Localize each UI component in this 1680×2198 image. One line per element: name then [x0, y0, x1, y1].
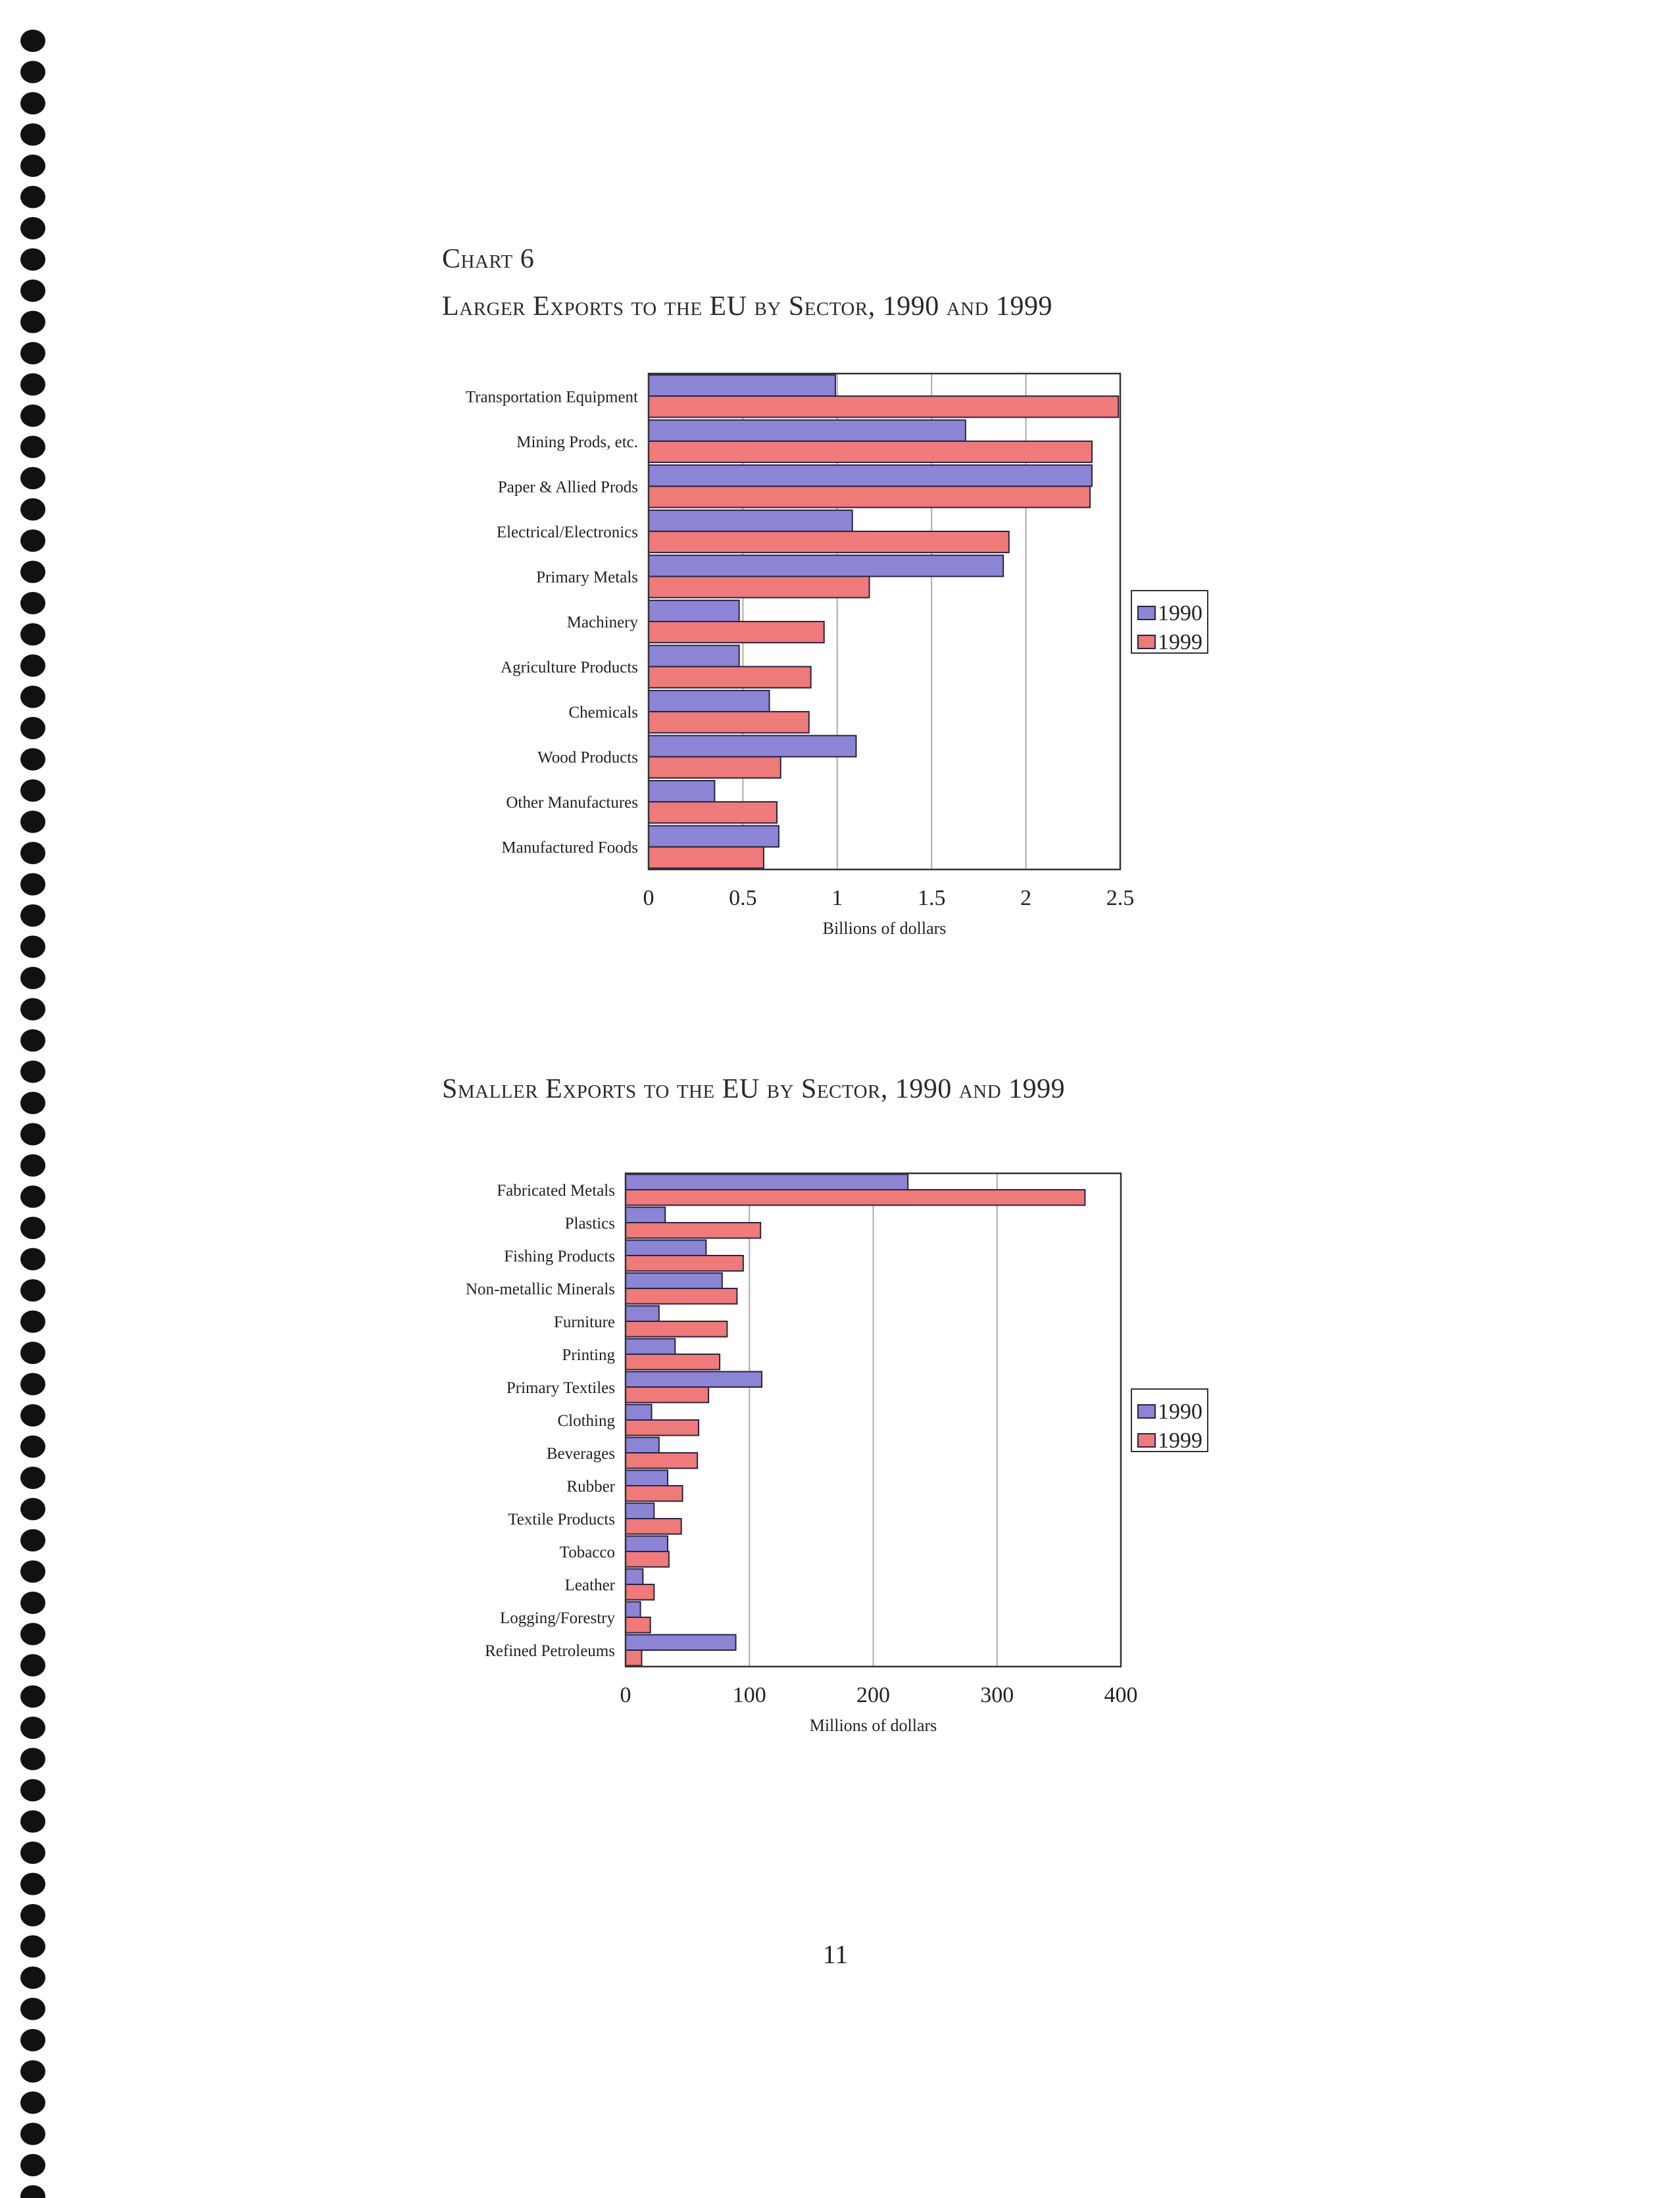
small-chart-title: Smaller Exports to the EU by Sector, 1990 and 1999 [442, 1074, 1066, 1104]
bar-1990-tobacco [626, 1536, 668, 1552]
legend [1131, 1389, 1208, 1453]
category-label: Agriculture Products [501, 658, 638, 677]
x-tick-label: 100 [732, 1683, 766, 1707]
bar-1999-tobacco [626, 1551, 669, 1567]
bar-1990-logging-forestry [626, 1602, 641, 1618]
bar-1990-fishing-products [626, 1240, 706, 1256]
legend-label-1999: 1999 [1158, 630, 1202, 654]
x-tick-label: 1 [831, 886, 843, 910]
bar-1999-furniture [626, 1321, 727, 1337]
x-tick-label: 0.5 [729, 886, 757, 910]
bar-1999-beverages [626, 1453, 697, 1469]
large-chart-title: Larger Exports to the EU by Sector, 1990 and 1999 [442, 291, 1053, 322]
x-tick-label: 300 [980, 1683, 1014, 1707]
category-label: Furniture [553, 1313, 615, 1331]
x-tick-label: 2.5 [1106, 886, 1135, 910]
category-label: Fishing Products [504, 1248, 615, 1265]
plot-area [466, 1173, 1138, 1735]
binding-hole [20, 2186, 45, 2198]
bar-1990-leather [626, 1569, 643, 1585]
bar-1999-textile-products [626, 1519, 681, 1534]
bar-1990-fabricated-metals [626, 1175, 908, 1190]
bar-1999-rubber [626, 1486, 683, 1502]
category-label: Printing [562, 1346, 615, 1364]
category-label: Paper & Allied Prods [497, 478, 638, 497]
category-label: Machinery [566, 614, 638, 631]
binding-hole [20, 2029, 45, 2051]
bar-1999-printing [626, 1354, 720, 1370]
bar-1990-printing [626, 1339, 675, 1355]
bar-1990-textile-products [626, 1503, 654, 1519]
category-label: Fabricated Metals [497, 1182, 615, 1200]
category-label: Refined Petroleums [485, 1642, 615, 1660]
bar-1999-logging-forestry [626, 1617, 651, 1633]
bar-1990-non-metallic-minerals [626, 1273, 722, 1289]
category-label: Chemicals [568, 704, 638, 722]
category-label: Tobacco [559, 1544, 615, 1561]
x-tick-label: 1.5 [917, 886, 946, 910]
binding-hole [20, 1779, 45, 1801]
binding-hole [20, 2123, 45, 2145]
binding-hole [20, 2061, 45, 2083]
legend-swatch-1999 [1138, 1434, 1155, 1447]
category-label: Other Manufactures [506, 794, 638, 812]
chart-label: Chart 6 [442, 244, 535, 274]
bar-1999-non-metallic-minerals [626, 1288, 737, 1304]
bar-1999-plastics [626, 1223, 760, 1238]
category-label: Primary Metals [536, 568, 638, 587]
bar-1999-fabricated-metals [626, 1190, 1085, 1206]
bar-1990-beverages [626, 1438, 659, 1453]
bar-1999-fishing-products [626, 1256, 743, 1271]
legend-label-1999: 1999 [1158, 1429, 1202, 1453]
category-label: Logging/Forestry [500, 1609, 615, 1627]
bar-1990-rubber [626, 1471, 668, 1486]
bar-1990-primary-textiles [626, 1372, 762, 1388]
binding-hole [20, 1904, 45, 1926]
category-label: Manufactured Foods [501, 839, 638, 857]
x-tick-label: 0 [643, 886, 655, 910]
category-label: Mining Prods, etc. [516, 433, 638, 451]
x-tick-label: 0 [620, 1683, 631, 1707]
category-label: Leather [564, 1576, 615, 1594]
bar-1990-plastics [626, 1208, 665, 1223]
binding-hole [20, 1936, 45, 1958]
x-tick-label: 2 [1020, 886, 1032, 910]
x-axis-title: Billions of dollars [822, 919, 947, 938]
legend-swatch-1990 [1138, 1405, 1155, 1418]
binding-hole [20, 1873, 45, 1895]
category-label: Beverages [546, 1445, 615, 1463]
binding-hole [20, 2091, 45, 2114]
bar-1999-refined-petroleums [626, 1650, 641, 1666]
category-label: Wood Products [537, 748, 638, 767]
bar-1999-leather [626, 1584, 654, 1600]
category-label: Plastics [564, 1215, 615, 1233]
binding-hole [20, 1842, 45, 1864]
x-tick-label: 400 [1104, 1683, 1138, 1707]
category-label: Electrical/Electronics [496, 523, 638, 541]
binding-hole [20, 2154, 45, 2176]
page-number: 11 [822, 1940, 849, 1969]
bar-1999-clothing [626, 1420, 699, 1436]
x-axis-title: Millions of dollars [809, 1716, 937, 1735]
bar-1999-primary-textiles [626, 1387, 708, 1403]
category-label: Rubber [566, 1478, 615, 1496]
x-tick-label: 200 [856, 1683, 890, 1707]
bar-1990-clothing [626, 1405, 652, 1421]
category-label: Textile Products [508, 1511, 615, 1528]
bar-1990-refined-petroleums [626, 1635, 736, 1651]
category-label: Transportation Equipment [465, 388, 638, 406]
legend-label-1990: 1990 [1158, 1400, 1202, 1424]
category-label: Non-metallic Minerals [465, 1281, 615, 1298]
bar-1990-furniture [626, 1306, 659, 1322]
category-label: Clothing [557, 1412, 615, 1430]
legend-label-1990: 1990 [1158, 601, 1202, 625]
category-label: Primary Textiles [506, 1379, 615, 1397]
binding-hole [20, 1998, 45, 2020]
binding-hole [20, 1811, 45, 1833]
binding-hole [20, 1966, 45, 1989]
